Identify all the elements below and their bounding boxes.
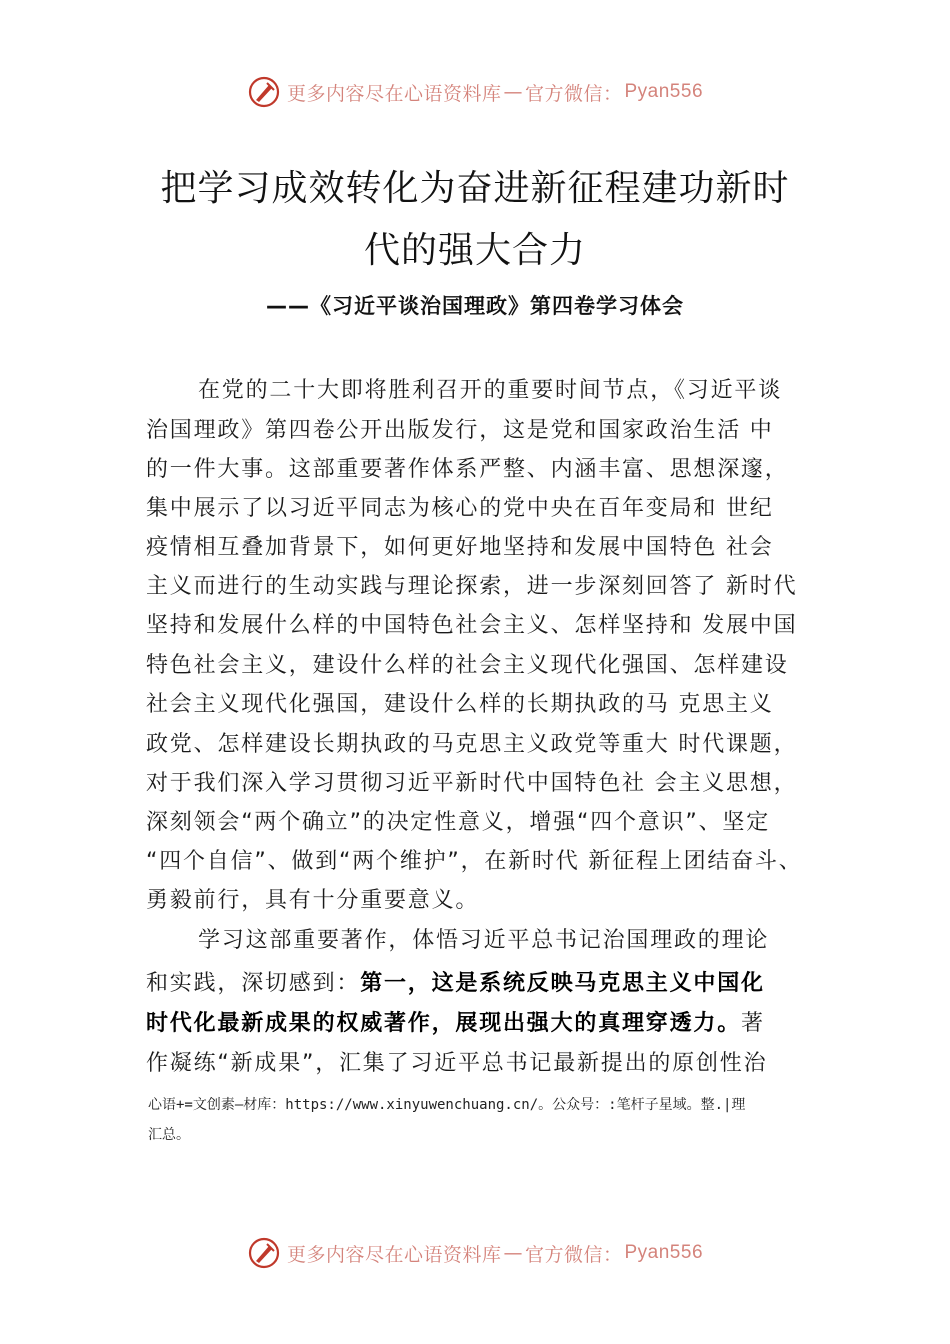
body-line: 在党的二十大即将胜利召开的重要时间节点，《习近平谈 bbox=[198, 378, 783, 403]
header-watermark-banner bbox=[0, 72, 950, 112]
body-line: 集中展示了以习近平同志为核心的党中央在百年变局和 世纪 bbox=[146, 496, 774, 521]
body-text-bold: 第一，这是系统反映马克思主义中国化 bbox=[360, 971, 765, 996]
page-subtitle: ——《习近平谈治国理政》第四卷学习体会 bbox=[266, 294, 684, 318]
banner-separator: — bbox=[503, 1242, 523, 1264]
body-line: 疫情相互叠加背景下，如何更好地坚持和发展中国特色 社会 bbox=[146, 535, 774, 560]
body-line: 社会主义现代化强国，建设什么样的长期执政的马 克思主义 bbox=[146, 692, 774, 717]
body-line: 坚持和发展什么样的中国特色社会主义、怎样坚持和 发展中国 bbox=[146, 613, 798, 638]
body-line: “四个自信”、做到“两个维护”，在新时代 新征程上团结奋斗、 bbox=[146, 849, 803, 874]
body-line: 学习这部重要著作，体悟习近平总书记治国理政的理论 bbox=[198, 928, 770, 953]
pen-nib-logo-icon bbox=[247, 1236, 281, 1270]
body-line: 政党、怎样建设长期执政的马克思主义政党等重大 时代课题， bbox=[146, 732, 798, 757]
body-line: 治国理政》第四卷公开出版发行，这是党和国家政治生活 中 bbox=[146, 418, 774, 443]
body-line: 的一件大事。这部重要著作体系严整、内涵丰富、思想深邃， bbox=[146, 457, 789, 482]
body-line: 对于我们深入学习贯彻习近平新时代中国特色社 会主义思想， bbox=[146, 771, 798, 796]
footer-source-note: 心语+=文创素—材库：https://www.xinyuwenchuang.cn/。公众号：:笔杆子星域。整.|理 bbox=[148, 1097, 746, 1113]
body-text-plain: 著 bbox=[741, 1011, 765, 1036]
body-line: 勇毅前行，具有十分重要意义。 bbox=[146, 888, 480, 913]
banner-text: 更多内容尽在心语资料库 bbox=[286, 82, 502, 105]
banner-separator: — bbox=[503, 81, 523, 103]
body-line-mixed bbox=[146, 1010, 765, 1038]
body-text-bold: 时代化最新成果的权威著作，展现出强大的真理穿透力。 bbox=[146, 1011, 742, 1036]
banner-wechat-label: 官方微信： bbox=[524, 82, 623, 105]
page-title-line-1: 把学习成效转化为奋进新征程建功新时 bbox=[160, 168, 790, 209]
body-line: 主义而进行的生动实践与理论探索，进一步深刻回答了 新时代 bbox=[146, 574, 798, 599]
banner-wechat-label: 官方微信： bbox=[524, 1243, 623, 1266]
body-line: 特色社会主义，建设什么样的社会主义现代化强国、怎样建设 bbox=[146, 653, 789, 678]
banner-wechat-id: Pyan556 bbox=[624, 81, 704, 102]
page-title-line-2: 代的强大合力 bbox=[363, 230, 586, 271]
banner-text: 更多内容尽在心语资料库 bbox=[286, 1243, 502, 1266]
footer-source-note-end: 汇总。 bbox=[148, 1127, 190, 1143]
body-line: 深刻领会“两个确立”的决定性意义，增强“四个意识”、坚定 bbox=[146, 810, 770, 835]
banner-wechat-id: Pyan556 bbox=[624, 1242, 704, 1263]
body-line-mixed bbox=[146, 970, 765, 998]
pen-nib-logo-icon bbox=[247, 75, 281, 109]
body-line: 作凝练“新成果”，汇集了习近平总书记最新提出的原创性治 bbox=[146, 1051, 768, 1076]
body-text-plain: 和实践，深切感到： bbox=[146, 971, 361, 996]
footer-watermark-banner bbox=[0, 1233, 950, 1273]
